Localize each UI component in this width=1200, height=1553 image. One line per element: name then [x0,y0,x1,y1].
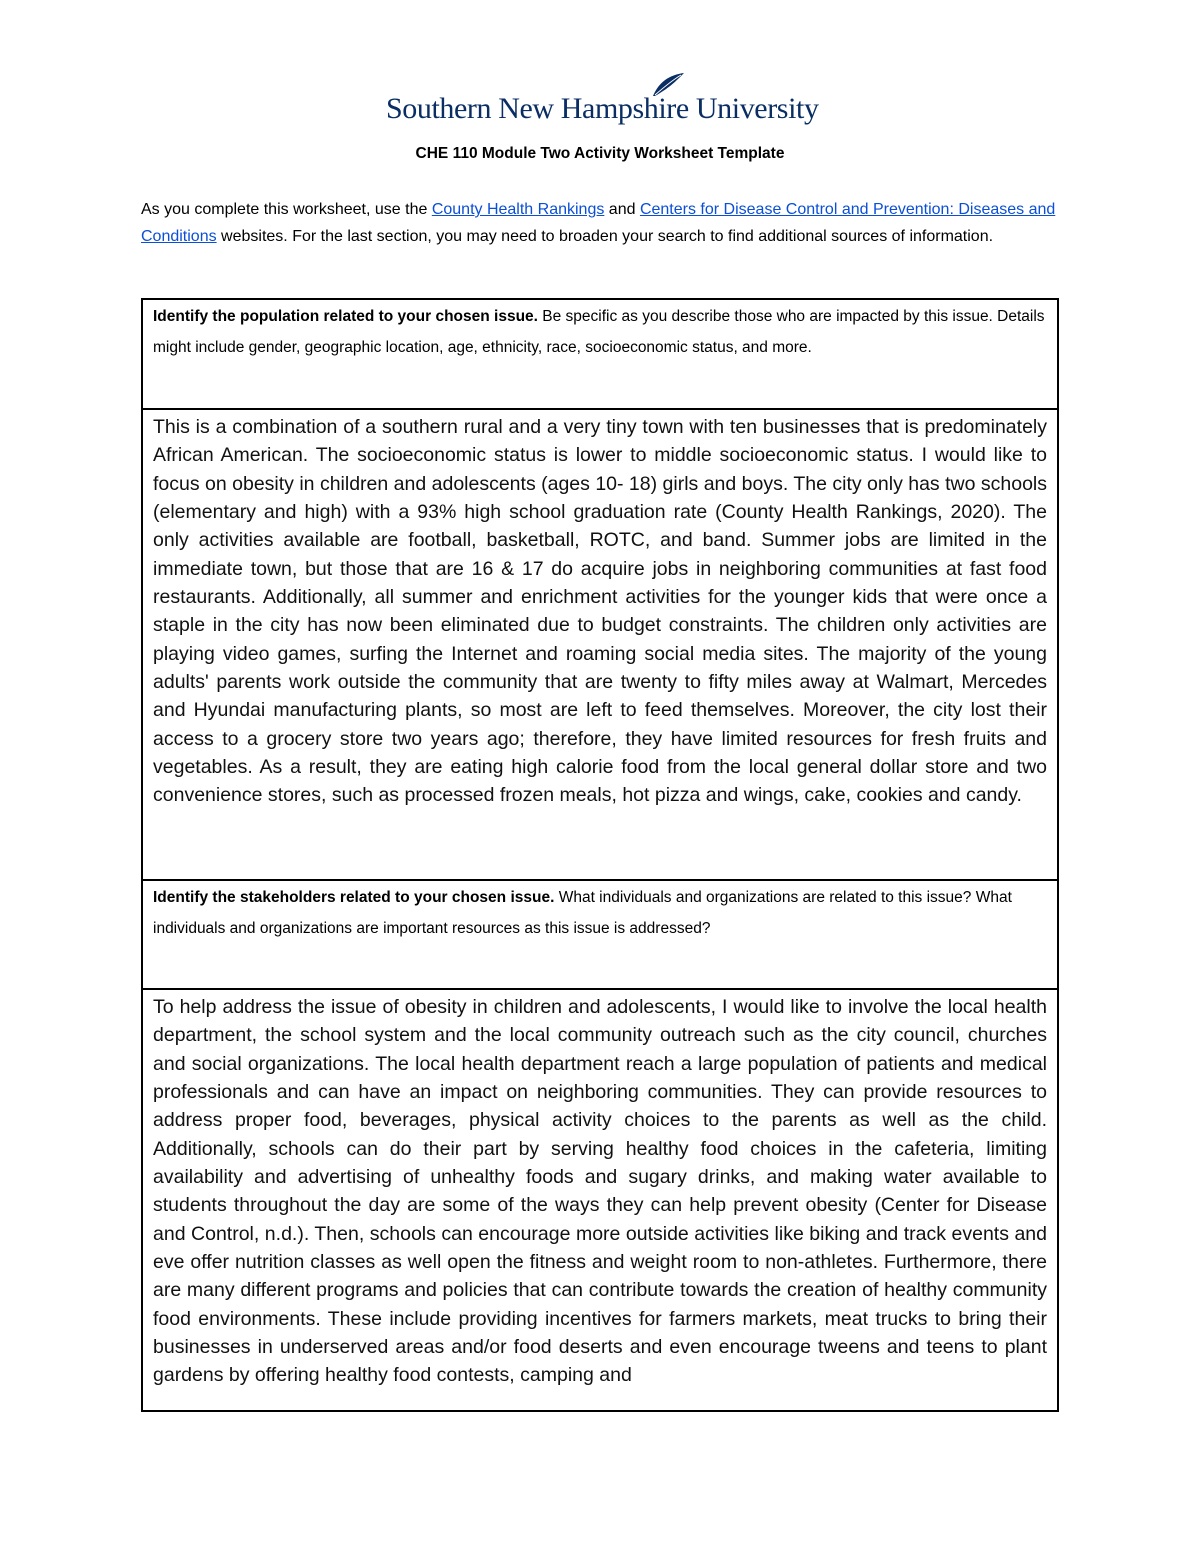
stakeholders-prompt-cell [143,881,1057,990]
intro-paragraph [141,196,1066,250]
population-response: This is a combination of a southern rural and a very tiny town with ten businesses that is predominately African American. The socioeconomic status is lower to middle socioeconomic status. I would like to focus on obesity in children and adolescents (ages 10- 18) girls and boys. The city only has two schools (elementary and high) with a 93% high school graduation rate (County Health Rankings, 2020). The only activities available are football, basketball, ROTC, and band. Summer jobs are limited in the immediate town, but those that are 16 & 17 do acquire jobs in neighboring communities at fast food restaurants. Additionally, all summer and enrichment activities for the younger kids that were once a staple in the city has now been eliminated due to budget constraints. The children only activities are playing video games, surfing the Internet and roaming social media sites. The majority of the young adults' parents work outside the community that are twenty to fifty miles away at Walmart, Mercedes and Hyundai manufacturing plants, so most are left to feed themselves. Moreover, the city lost their access to a grocery store two years ago; therefore, they have limited resources for fresh fruits and vegetables. As a result, they are eating high calorie food from the local general dollar store and two convenience stores, such as processed frozen meals, hot pizza and wings, cake, cookies and candy. [153,416,1047,807]
intro-text-2: and [604,201,640,218]
stakeholders-prompt-detail: What individuals and organizations are related to this issue? What individuals and organizations are important resources as this issue is addressed? [153,889,1012,937]
document-title: CHE 110 Module Two Activity Worksheet Template [415,145,785,162]
stakeholders-prompt [143,881,1057,946]
population-prompt-cell [143,300,1057,410]
population-prompt-heading: Identify the population related to your chosen issue. [153,308,538,325]
university-logo [386,72,819,134]
county-health-rankings-link[interactable]: County Health Rankings [431,201,605,218]
stakeholders-prompt-heading: Identify the stakeholders related to your chosen issue. [153,889,555,906]
stakeholders-response: To help address the issue of obesity in children and adolescents, I would like to involve the local health department, the school system and the local community outreach such as the city council, churches and social organizations. The local health department reach a large population of patients and medical professionals and can have an impact on neighboring communities. They can provide resources to address proper food, beverages, physical activity choices to the parents as well as the child. Additionally, schools can do their part by serving healthy food choices in the cafeteria, limiting availability and advertising of unhealthy foods and sugary drinks, and making water available to students throughout the day are some of the ways they can help prevent obesity (Center for Disease and Control, n.d.). Then, schools can encourage more outside activities like biking and track events and eve offer nutrition classes as well open the fitness and weight room to non-athletes. Furthermore, there are many different programs and policies that can contribute towards the creation of healthy community food environments. These include providing incentives for farmers markets, meat trucks to bring their businesses in underserved areas and/or food deserts and even encourage tweens and teens to plant gardens by offering healthy food contests, camping and [153,996,1047,1387]
population-prompt-detail: Be specific as you describe those who are impacted by this issue. Details might include gender, geographic location, age, ethnicity, race, socioeconomic status, and more. [153,308,1045,356]
logo-wordmark: Southern New Hampshire University [386,92,819,125]
intro-text-3: websites. For the last section, you may need to broaden your search to find additional sources of information. [216,228,994,245]
population-prompt [143,300,1057,365]
cdc-diseases-link[interactable]: Centers for Disease Control and Prevention: Diseases and Conditions [141,201,1056,245]
population-response-cell[interactable] [143,410,1057,881]
stakeholders-response-cell[interactable] [143,990,1057,1410]
intro-text-1: As you complete this worksheet, use the [141,201,432,218]
worksheet-table [141,298,1059,1412]
